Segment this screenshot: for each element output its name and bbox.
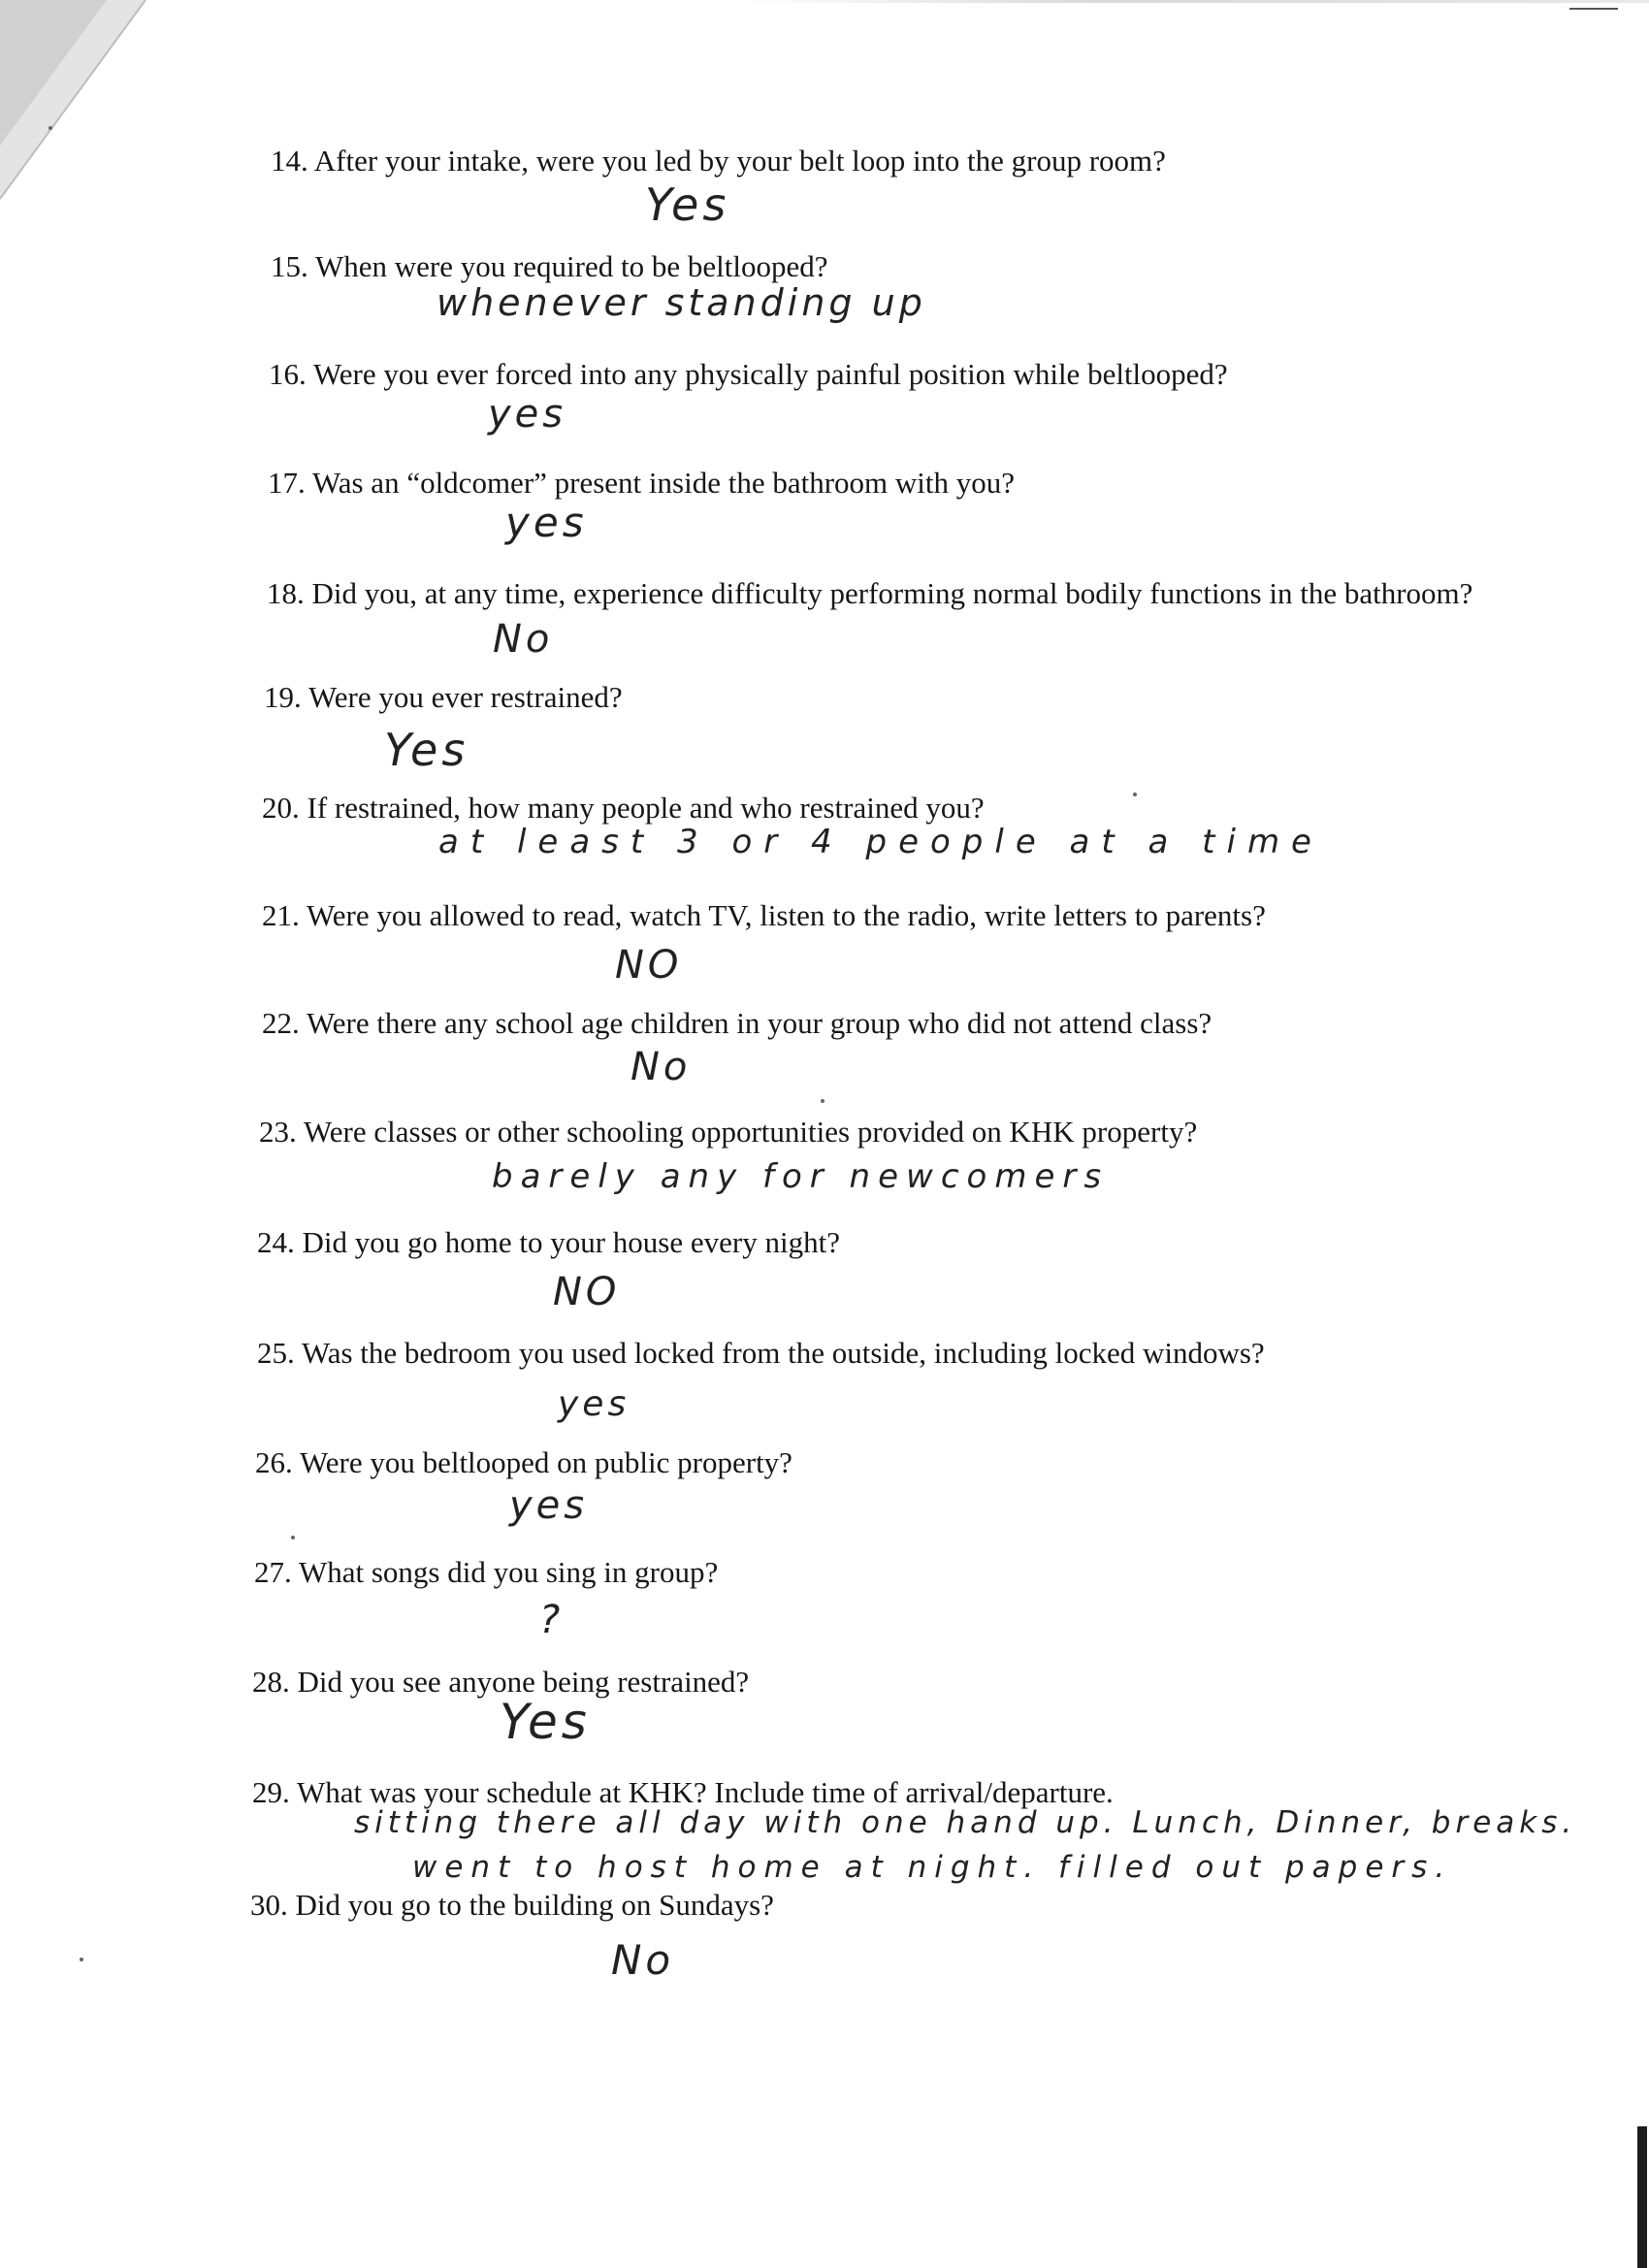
answer-25: yes — [558, 1384, 630, 1424]
question-text: If restrained, how many people and who restrained you? — [307, 791, 985, 825]
page-corner-fold — [0, 0, 165, 204]
scan-speck — [48, 126, 52, 130]
answer-15: whenever standing up — [436, 281, 926, 324]
question-number: 26. — [255, 1445, 293, 1479]
question-text: Were you allowed to read, watch TV, listen to the radio, write letters to parents? — [306, 898, 1266, 932]
question-25 — [257, 1336, 1265, 1371]
question-text: Did you see anyone being restrained? — [297, 1665, 750, 1699]
question-text: Were classes or other schooling opportunities provided on KHK property? — [303, 1115, 1198, 1149]
answer-19: Yes — [384, 724, 469, 776]
question-number: 20. — [262, 791, 300, 825]
question-text: Were you ever restrained? — [307, 680, 623, 714]
question-23 — [259, 1115, 1197, 1150]
scan-speck — [80, 1958, 83, 1961]
scan-speck — [1133, 793, 1137, 796]
scan-top-right-mark — [1569, 8, 1618, 10]
answer-14: Yes — [645, 178, 730, 231]
question-21 — [262, 898, 1266, 933]
question-number: 18. — [267, 576, 305, 610]
question-16 — [269, 357, 1228, 392]
question-22 — [262, 1006, 1212, 1041]
question-number: 24. — [257, 1225, 295, 1259]
question-number: 28. — [252, 1665, 290, 1699]
question-14 — [271, 144, 1166, 178]
question-text: When were you required to be beltlooped? — [314, 249, 828, 283]
question-text: Were there any school age children in your group who did not attend class? — [306, 1006, 1212, 1040]
question-number: 19. — [264, 680, 302, 714]
answer-18: No — [493, 617, 554, 662]
question-15 — [271, 249, 827, 284]
answer-27: ? — [539, 1598, 565, 1642]
question-number: 21. — [262, 898, 300, 932]
answer-22: No — [630, 1045, 692, 1089]
answer-17: yes — [505, 499, 588, 546]
question-number: 17. — [268, 466, 306, 500]
answer-29-line-1: sitting there all day with one hand up. Lunch, Dinner, breaks. — [354, 1805, 1577, 1840]
question-19 — [264, 680, 623, 715]
question-text: Were you beltlooped on public property? — [299, 1445, 792, 1479]
scan-top-edge-line — [737, 0, 1649, 3]
question-number: 22. — [262, 1006, 300, 1040]
question-17 — [268, 466, 1015, 501]
question-number: 15. — [271, 249, 308, 283]
answer-29-line-2: went to host home at night. filled out papers. — [412, 1850, 1453, 1885]
question-number: 30. — [250, 1888, 288, 1922]
question-text: Did you, at any time, experience difficulty performing normal bodily functions in the bathroom? — [311, 576, 1473, 610]
answer-16: yes — [488, 392, 567, 437]
scan-right-edge-bar — [1637, 2126, 1647, 2268]
question-number: 16. — [269, 357, 307, 391]
scan-speck — [291, 1536, 295, 1539]
question-number: 23. — [259, 1115, 297, 1149]
question-30 — [250, 1888, 774, 1923]
question-18 — [267, 576, 1472, 611]
question-text: What was your schedule at KHK? Include time of arrival/departure. — [296, 1775, 1114, 1809]
answer-21: NO — [615, 943, 683, 988]
question-27 — [254, 1555, 718, 1590]
question-text: What songs did you sing in group? — [298, 1555, 719, 1589]
question-26 — [255, 1445, 792, 1480]
question-text: Did you go to the building on Sundays? — [295, 1888, 774, 1922]
answer-26: yes — [509, 1483, 589, 1528]
question-number: 27. — [254, 1555, 292, 1589]
answer-23: barely any for newcomers — [492, 1157, 1110, 1196]
answer-20: at least 3 or 4 people at a time — [438, 823, 1323, 861]
question-20 — [262, 791, 985, 826]
question-text: After your intake, were you led by your belt loop into the group room? — [313, 144, 1166, 178]
question-text: Did you go home to your house every night? — [302, 1225, 840, 1259]
question-text: Was the bedroom you used locked from the outside, including locked windows? — [301, 1336, 1265, 1370]
scan-speck — [821, 1099, 824, 1103]
question-number: 14. — [271, 144, 308, 178]
question-24 — [257, 1225, 840, 1260]
answer-24: NO — [553, 1270, 621, 1314]
question-number: 29. — [252, 1775, 290, 1809]
question-text: Were you ever forced into any physically painful position while beltlooped? — [312, 357, 1228, 391]
question-number: 25. — [257, 1336, 295, 1370]
answer-28: Yes — [500, 1694, 591, 1750]
answer-30: No — [611, 1936, 675, 1984]
question-text: Was an “oldcomer” present inside the bathroom with you? — [311, 466, 1016, 500]
